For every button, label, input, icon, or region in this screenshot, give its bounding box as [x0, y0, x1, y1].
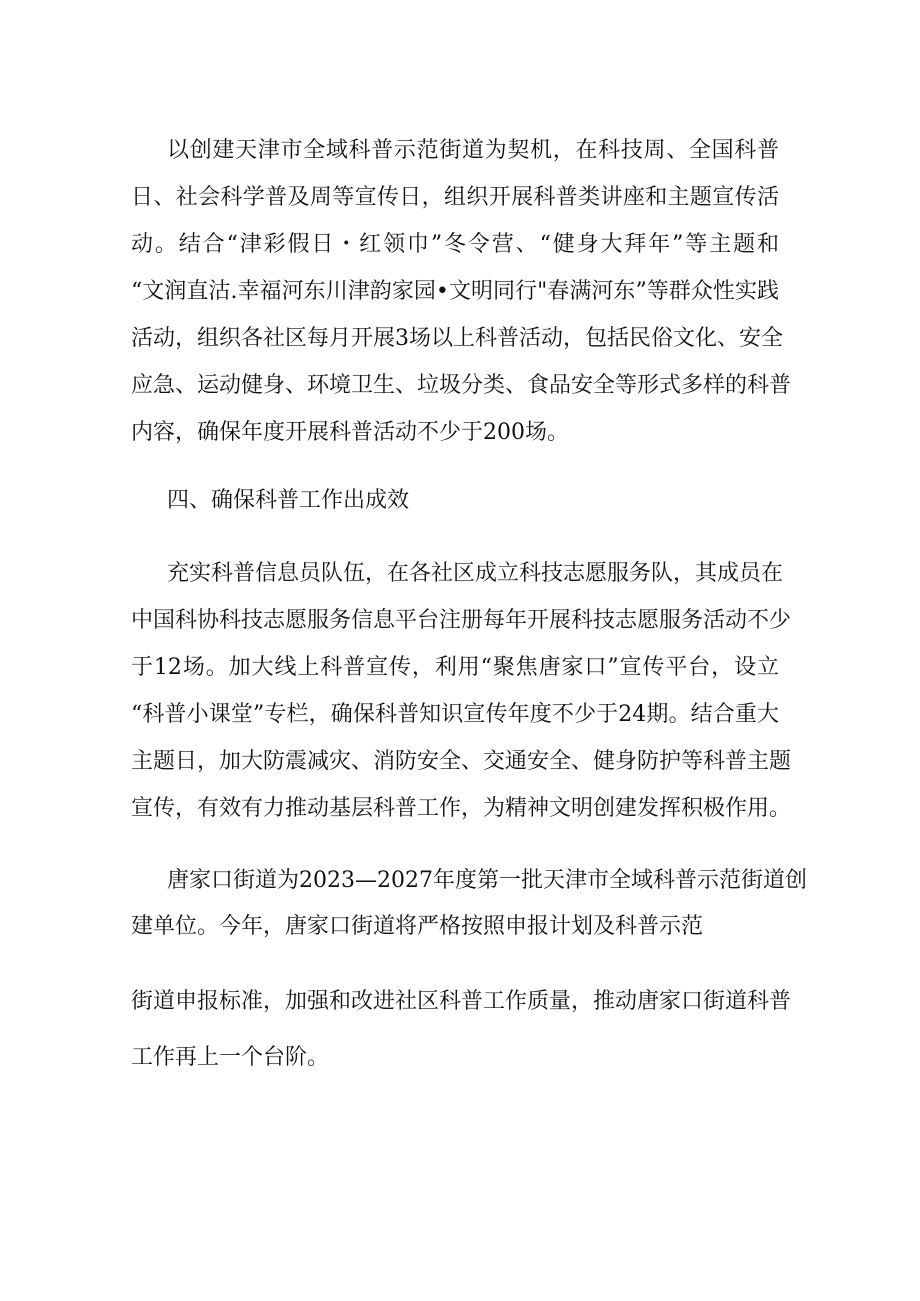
paragraph-line: 动。结合“津彩假日・红领巾”冬令营、“健身大拜年”等主题和: [131, 232, 779, 257]
paragraph-line: 建单位。今年，唐家口街道将严格按照申报计划及科普示范: [131, 914, 704, 939]
paragraph-line: 日、社会科学普及周等宣传日，组织开展科普类讲座和主题宣传活: [131, 185, 779, 210]
paragraph-line: 内容，确保年度开展科普活动不少于200场。: [131, 420, 569, 445]
paragraph-line: 主题日，加大防震减灾、消防安全、交通安全、健身防护等科普主题: [131, 749, 792, 774]
paragraph-line: 中国科协科技志愿服务信息平台注册每年开展科技志愿服务活动不少: [131, 608, 792, 633]
paragraph-line: 宣传，有效有力推动基层科普工作，为精神文明创建发挥积极作用。: [131, 796, 792, 821]
paragraph-line: 活动，组织各社区每月开展3场以上科普活动，包括民俗文化、安全: [131, 326, 783, 351]
paragraph-line: 工作再上一个台阶。: [131, 1045, 330, 1070]
paragraph-line: 应急、运动健身、环境卫生、垃圾分类、食品安全等形式多样的科普: [131, 373, 792, 398]
paragraph-line: 以创建天津市全域科普示范街道为契机，在科技周、全国科普: [167, 138, 779, 163]
paragraph-line: 于12场。加大线上科普宣传，利用“聚焦唐家口”宣传平台，设立: [131, 655, 779, 680]
paragraph-line: “科普小课堂”专栏，确保科普知识宣传年度不少于24期。结合重大: [131, 702, 779, 727]
paragraph-line: 唐家口街道为2023—2027年度第一批天津市全域科普示范街道创: [167, 868, 807, 893]
paragraph-line: “文润直沽.幸福河东川津韵家园•文明同行"春满河东”等群众性实践: [131, 279, 779, 304]
paragraph-line: 充实科普信息员队伍，在各社区成立科技志愿服务队，其成员在: [167, 561, 784, 586]
section-heading: 四、确保科普工作出成效: [167, 488, 410, 513]
paragraph-line: 街道申报标准，加强和改进社区科普工作质量，推动唐家口街道科普: [131, 989, 792, 1014]
